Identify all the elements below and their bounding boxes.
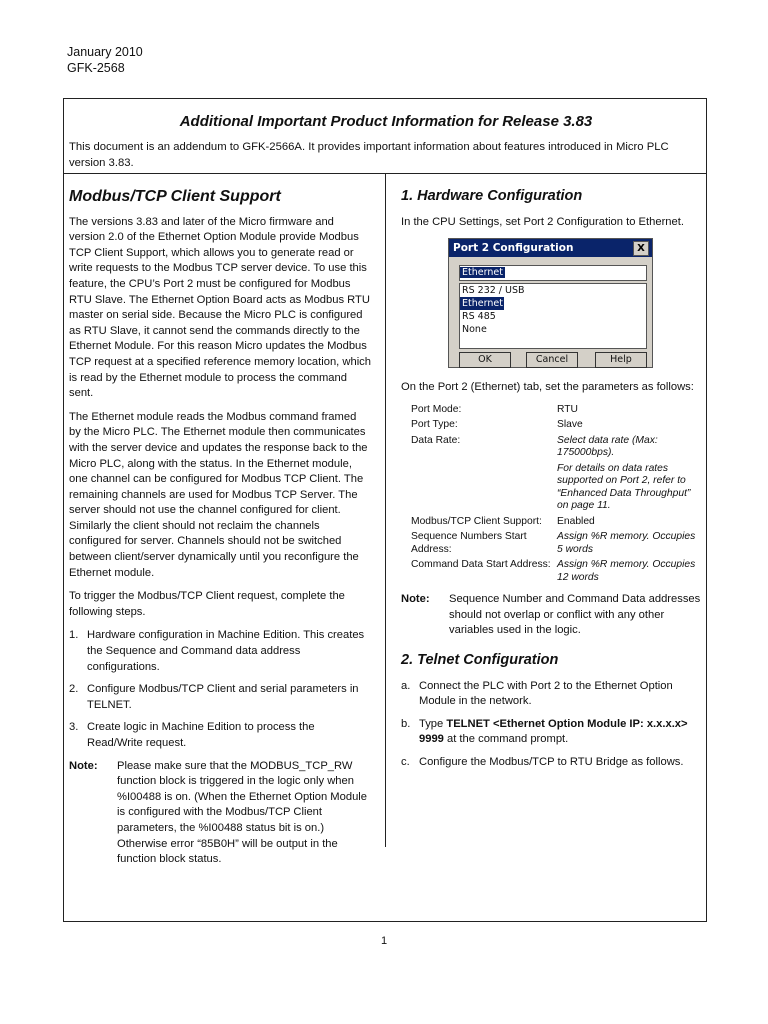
cancel-button[interactable]: Cancel	[526, 352, 578, 368]
list-option[interactable]: RS 232 / USB	[462, 285, 525, 297]
parameter-value: Slave	[557, 419, 583, 431]
dialog-title-bar	[449, 239, 652, 257]
list-item	[69, 720, 371, 751]
paragraph: The Ethernet module reads the Modbus command framed by the Micro PLC. The Ethernet module then communicates with the server device and updates the response back to the Micro PLC, along with the status. In the Ethernet module, one channel can be configured for Modbus TCP Client. The remaining channels are used for Modbus TCP Server. The server should not use the channel configured for client. Similarly the client should not reclaim the channels configured for server. Channels should not be switched between client/server dynamically until you reconfigure the Ethernet module.	[69, 410, 368, 579]
parameter-row	[411, 559, 703, 584]
list-text-part: Connect the PLC with Port 2 to the Ethernet Option Module in the network.	[419, 679, 673, 708]
paragraph: In the CPU Settings, set Port 2 Configuration to Ethernet.	[401, 215, 684, 228]
note-block	[69, 759, 371, 868]
list-text	[419, 679, 703, 710]
list-letter: c.	[401, 756, 410, 769]
section-heading-telnet: 2. Telnet Configuration	[401, 652, 559, 669]
parameter-value: Assign %R memory. Occupies 5 words	[557, 531, 696, 555]
paragraph: The versions 3.83 and later of the Micro firmware and version 2.0 of the Ethernet Option Module provide Modbus TCP Client Support, which allows you to generate read or write requests to the Modbus TCP server device. To use this feature, the CPU’s Port 2 must be configured for Modbus RTU Slave. The Ethernet Option Board acts as Modbus RTU master on serial side. Because the Micro PLC is configured as RTU Slave, it cannot send the commands directly to the Ethernet Module. For this reason Micro updates the Modbus TCP request at a specified reference memory location, which is read by the Ethernet module to process the command sent.	[69, 215, 371, 400]
ok-button[interactable]: OK	[459, 352, 511, 368]
page-title: Additional Important Product Information for Release 3.83	[179, 113, 593, 130]
list-text	[419, 717, 703, 748]
parameter-value: Select data rate (Max: 175000bps).	[557, 434, 658, 459]
list-number: 1.	[69, 629, 79, 642]
list-number: 3.	[69, 721, 79, 734]
telnet-command: TELNET <Ethernet Option Module IP: x.x.x.x> 9999	[419, 717, 688, 746]
parameter-value: For details on data rates supported on Port 2, refer to “Enhanced Data Throughput” on page 11.	[557, 462, 691, 512]
left-column	[69, 189, 371, 875]
parameter-key: Port Mode:	[411, 403, 462, 415]
list-option-selected[interactable]: Ethernet	[462, 298, 503, 310]
paragraph: To trigger the Modbus/TCP Client request, complete the following steps.	[69, 590, 345, 618]
parameter-key: Sequence Numbers Start Address:	[411, 531, 527, 555]
list-text	[419, 755, 683, 771]
section-heading-hardware: 1. Hardware Configuration	[401, 188, 583, 204]
parameter-row	[411, 463, 703, 513]
note-label: Note:	[401, 593, 430, 606]
parameter-row	[411, 531, 703, 556]
note-text: Sequence Number and Command Data addresses should not overlap or conflict with any other variables used in the logic.	[449, 593, 701, 637]
list-option[interactable]: RS 485	[462, 311, 496, 323]
port-mode-list[interactable]	[459, 283, 647, 349]
parameter-table	[411, 404, 703, 585]
parameter-key	[411, 463, 557, 513]
note-block	[401, 592, 703, 639]
parameter-key: Data Rate:	[411, 434, 461, 446]
list-text: Configure Modbus/TCP Client and serial parameters in TELNET.	[87, 683, 359, 711]
list-letter: a.	[401, 679, 411, 692]
list-item	[401, 717, 703, 748]
right-column	[401, 189, 703, 778]
list-item	[69, 628, 371, 675]
list-text: Create logic in Machine Edition to process the Read/Write request.	[87, 721, 315, 749]
parameter-value: Assign %R memory. Occupies 12 words	[557, 559, 696, 583]
help-button[interactable]: Help	[595, 352, 647, 368]
document-header	[67, 44, 143, 76]
column-divider	[385, 173, 386, 847]
page-number: 1	[380, 935, 388, 947]
parameter-row	[411, 419, 703, 432]
list-item	[69, 682, 371, 713]
parameter-key: Command Data Start Address:	[411, 559, 551, 571]
content-frame	[63, 98, 707, 922]
parameter-value: RTU	[557, 403, 578, 415]
parameter-value: Enabled	[557, 515, 595, 527]
list-number: 2.	[69, 683, 79, 696]
note-label: Note:	[69, 759, 98, 772]
list-item	[401, 755, 703, 771]
intro-text: This document is an addendum to GFK-2566A. It provides important information about features introduced in Micro PLC version 3.83.	[69, 141, 669, 169]
parameter-row	[411, 516, 703, 529]
paragraph: On the Port 2 (Ethernet) tab, set the parameters as follows:	[401, 381, 694, 394]
parameter-row	[411, 404, 703, 417]
port2-config-dialog	[448, 238, 653, 368]
list-option[interactable]: None	[462, 324, 487, 336]
parameter-row	[411, 435, 703, 460]
list-letter: b.	[401, 717, 411, 730]
section-heading-modbus: Modbus/TCP Client Support	[69, 188, 281, 205]
note-text: Please make sure that the MODBUS_TCP_RW function block is triggered in the logic only when %I00488 is on. (When the Ethernet Option Module is configured with the Modbus/TCP Client parameters, the %I00488 status bit is on.) Otherwise error “85B0H” will be output in the function block status.	[117, 759, 368, 866]
list-text-part: at the command prompt.	[443, 733, 569, 746]
header-doc-id: GFK-2568	[67, 61, 125, 75]
dialog-title: Port 2 Configuration	[453, 242, 574, 255]
combo-value: Ethernet	[462, 267, 503, 279]
close-icon[interactable]: X	[633, 241, 649, 256]
port-mode-combo[interactable]	[459, 265, 647, 281]
list-item	[401, 679, 703, 710]
list-text-part: Configure the Modbus/TCP to RTU Bridge as follows.	[419, 756, 684, 769]
list-text: Hardware configuration in Machine Edition. This creates the Sequence and Command data address configurations.	[87, 629, 365, 673]
parameter-key: Port Type:	[411, 419, 458, 431]
header-date: January 2010	[67, 45, 143, 59]
parameter-key: Modbus/TCP Client Support:	[411, 515, 542, 527]
list-text-part: Type	[419, 717, 447, 730]
